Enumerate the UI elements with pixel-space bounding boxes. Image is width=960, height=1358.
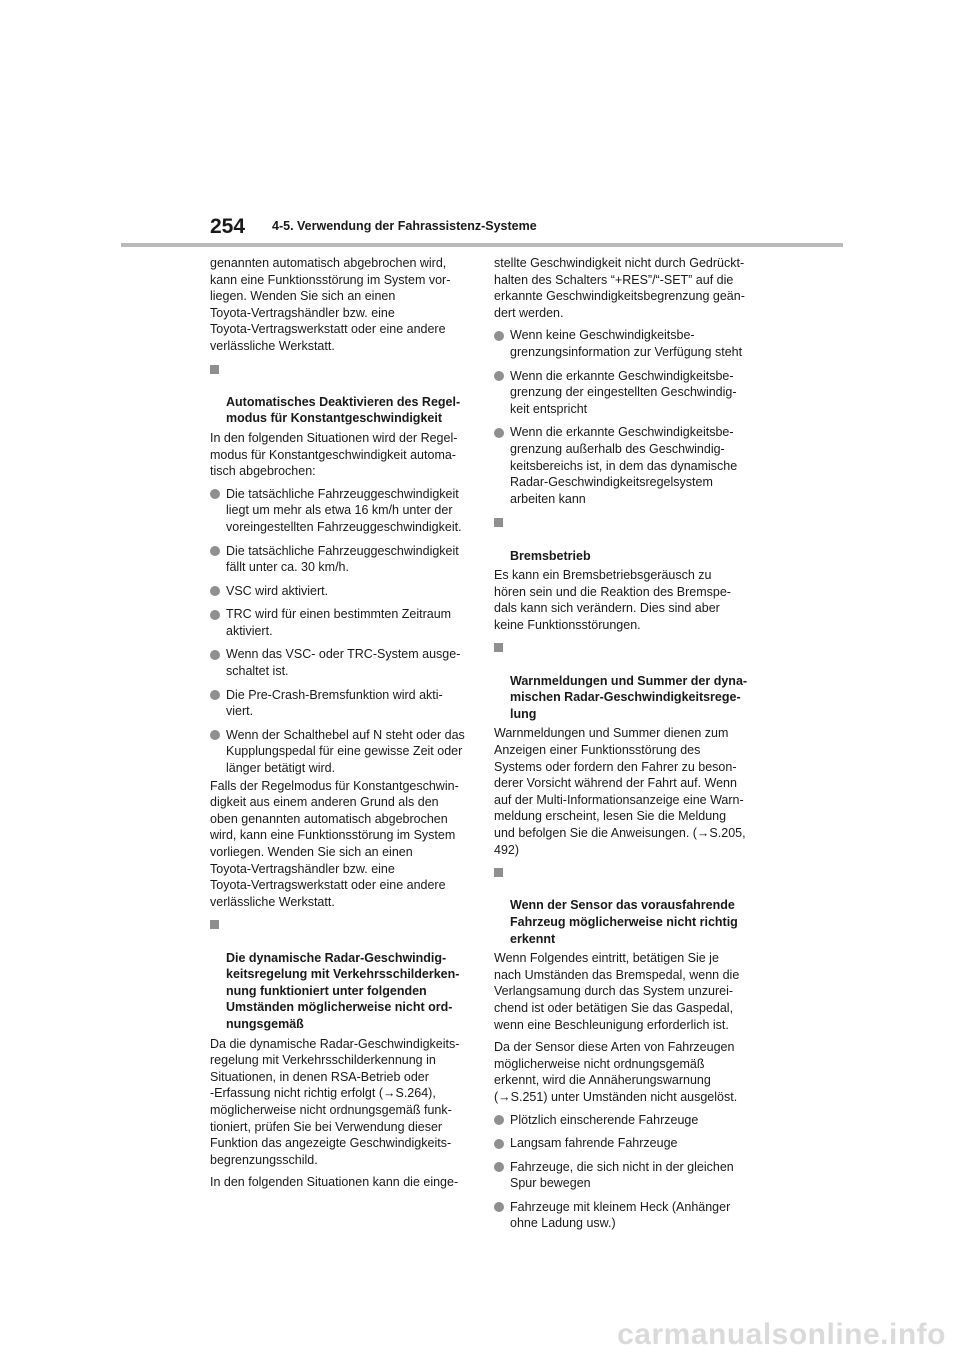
- square-bullet-icon: [494, 643, 503, 652]
- list-item-text: Die Pre-Crash-Bremsfunktion wird akti- viert.: [226, 687, 443, 719]
- list-item: [210, 543, 468, 576]
- list-item: [210, 687, 468, 720]
- list-item: [210, 486, 468, 536]
- list-item: [494, 1112, 756, 1129]
- circle-bullet-icon: [494, 1162, 504, 1172]
- circle-bullet-icon: [210, 489, 220, 499]
- section-heading: [210, 361, 468, 427]
- list-item-text: Fahrzeuge, die sich nicht in der gleichen Spur bewegen: [510, 1159, 734, 1191]
- list-item-text: Wenn der Schalthebel auf N steht oder das Kupplungspedal für eine gewisse Zeit oder länger betätigt wird.: [226, 727, 465, 776]
- list-item-text: Die tatsächliche Fahrzeuggeschwindigkeit fällt unter ca. 30 km/h.: [226, 543, 459, 575]
- page-number: 254: [210, 215, 246, 238]
- list-item: [494, 1135, 756, 1152]
- square-bullet-icon: [210, 920, 219, 929]
- section-heading-text: Warnmeldungen und Summer der dyna- mischen Radar-Geschwindigkeitsrege- lung: [510, 673, 748, 721]
- section-heading-text: Automatisches Deaktivieren des Regel- modus für Konstantgeschwindigkeit: [226, 394, 461, 426]
- circle-bullet-icon: [494, 1115, 504, 1125]
- list-item-text: Die tatsächliche Fahrzeuggeschwindigkeit liegt um mehr als etwa 16 km/h unter der voreingestellten Fahrzeuggeschwindigkeit.: [226, 486, 462, 534]
- list-item-text: Fahrzeuge mit kleinem Heck (Anhänger ohne Ladung usw.): [510, 1199, 731, 1231]
- circle-bullet-icon: [494, 331, 504, 341]
- section-heading-text: Bremsbetrieb: [510, 548, 591, 563]
- list-item: [210, 646, 468, 679]
- list-item-text: Wenn keine Geschwindigkeitsbe- grenzungsinformation zur Verfügung steht: [510, 328, 743, 359]
- square-bullet-icon: [494, 868, 503, 877]
- list-item-text: Wenn die erkannte Geschwindigkeitsbe- grenzung der eingestellten Geschwindig- keit entspricht: [510, 368, 737, 416]
- circle-bullet-icon: [210, 650, 220, 660]
- circle-bullet-icon: [210, 730, 220, 740]
- paragraph: Es kann ein Bremsbetriebsgeräusch zu hören sein und die Reaktion des Bremspe- dals kann sich verändern. Dies sind aber keine Funktionsstörungen.: [494, 568, 731, 632]
- paragraph: stellte Geschwindigkeit nicht durch Gedrückt- halten des Schalters “+RES”/“-SET” auf die erkannte Geschwindigkeitsbegrenzung geän- dert werden.: [494, 256, 745, 320]
- paragraph: Da der Sensor diese Arten von Fahrzeugen möglicherweise nicht ordnungsgemäß erkennt, wird die Annäherungswarnung (→S.251) unter Umständen nicht ausgelöst.: [494, 1040, 738, 1104]
- list-item: [210, 606, 468, 639]
- circle-bullet-icon: [494, 1202, 504, 1212]
- paragraph: In den folgenden Situationen kann die einge-: [210, 1175, 459, 1190]
- circle-bullet-icon: [210, 586, 220, 596]
- list-item-text: Wenn das VSC- oder TRC-System ausge- schaltet ist.: [226, 647, 461, 679]
- paragraph: In den folgenden Situationen wird der Regel- modus für Konstantgeschwindigkeit automa- tisch abgebrochen:: [210, 430, 458, 479]
- square-bullet-icon: [210, 365, 219, 374]
- paragraph: Da die dynamische Radar-Geschwindigkeits- regelung mit Verkehrsschilderkennung in Situationen, in denen RSA-Betrieb oder -Erfassung nicht richtig erfolgt (→S.264), möglicherweise nicht ordnungsgemäß funk- tioniert, prüfen Sie bei Verwendung dieser Funktion das angezeigte Geschwindigkeits- begrenzungsschild.: [210, 1036, 460, 1167]
- list-item-text: Langsam fahrende Fahrzeuge: [510, 1136, 678, 1151]
- right-column: [494, 255, 756, 1239]
- paragraph: Wenn Folgendes eintritt, betätigen Sie je nach Umständen das Bremspedal, wenn die Verlangsamung durch das System unzurei- chend ist oder betätigen Sie das Gaspedal, wenn eine Beschleunigung erforderlich ist.: [494, 951, 740, 1032]
- paragraph: Falls der Regelmodus für Konstantgeschwin- digkeit aus einem anderen Grund als den oben genannten automatisch abgebrochen wird, kann eine Funktionsstörung im System vorliegen. Wenden Sie sich an einen Toyota-Vertragshändler bzw. eine Toyota-Vertragswerkstatt oder eine andere verlässliche Werkstatt.: [210, 778, 459, 909]
- circle-bullet-icon: [494, 1139, 504, 1149]
- section-heading-text: Wenn der Sensor das vorausfahrende Fahrzeug möglicherweise nicht richtig erkennt: [510, 898, 738, 946]
- list-item: [494, 368, 756, 418]
- list-item: [210, 727, 468, 777]
- watermark: carmanualsonline.info: [617, 1318, 946, 1351]
- header-divider: [121, 243, 843, 247]
- section-heading: [494, 864, 756, 947]
- circle-bullet-icon: [210, 610, 220, 620]
- paragraph: genannten automatisch abgebrochen wird, kann eine Funktionsstörung im System vor- liegen. Wenden Sie sich an einen Toyota-Vertragshändler bzw. eine Toyota-Vertragswerkstatt oder eine andere verlässliche Werkstatt.: [210, 256, 451, 353]
- circle-bullet-icon: [210, 546, 220, 556]
- section-heading: [210, 916, 468, 1032]
- list-item: [210, 583, 468, 600]
- list-item: [494, 424, 756, 507]
- section-heading: [494, 639, 756, 722]
- list-item-text: VSC wird aktiviert.: [226, 583, 329, 598]
- circle-bullet-icon: [210, 690, 220, 700]
- list-item-text: Plötzlich einscherende Fahrzeuge: [510, 1112, 699, 1127]
- section-title: 4-5. Verwendung der Fahrassistenz-Systeme: [272, 219, 537, 233]
- square-bullet-icon: [494, 518, 503, 527]
- paragraph: Warnmeldungen und Summer dienen zum Anzeigen einer Funktionsstörung des Systems oder fordern den Fahrer zu beson- derer Vorsicht während der Fahrt auf. Wenn auf der Multi-Informationsanzeige eine Warn- meldung erscheint, lesen Sie die Meldung und befolgen Sie die Anweisungen. (→S.205, 492): [494, 726, 746, 857]
- section-heading: [494, 514, 756, 564]
- circle-bullet-icon: [494, 371, 504, 381]
- list-item: [494, 1199, 756, 1232]
- section-heading-text: Die dynamische Radar-Geschwindig- keitsregelung mit Verkehrsschilderken- nung funktioniert unter folgenden Umständen möglicherweise nicht ord- nungsgemäß: [226, 950, 460, 1031]
- circle-bullet-icon: [494, 428, 504, 438]
- list-item-text: TRC wird für einen bestimmten Zeitraum aktiviert.: [226, 607, 452, 638]
- left-column: [210, 255, 468, 1197]
- list-item: [494, 1159, 756, 1192]
- list-item: [494, 327, 756, 360]
- list-item-text: Wenn die erkannte Geschwindigkeitsbe- grenzung außerhalb des Geschwindig- keitsbereichs ist, in dem das dynamische Radar-Geschwindigkeitsregelsystem arbeiten kann: [510, 425, 738, 506]
